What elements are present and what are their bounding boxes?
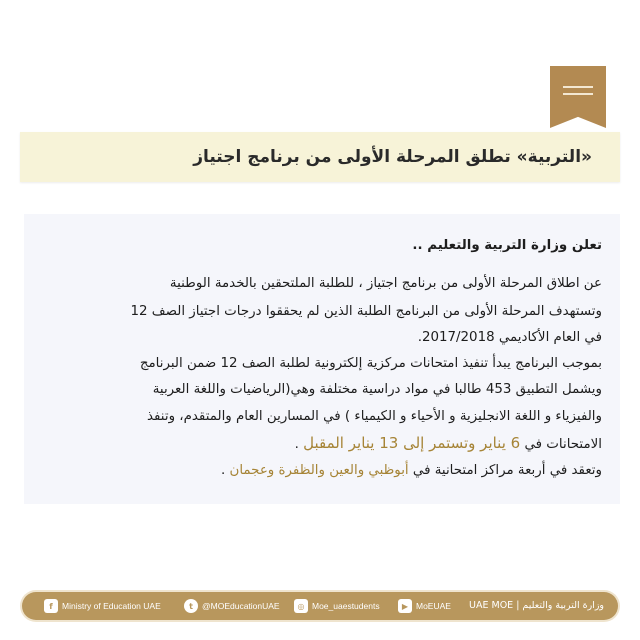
twitter-icon: t (184, 599, 198, 613)
centers-end: . (220, 463, 226, 478)
article-body (24, 214, 620, 504)
paragraph-line: وتستهدف المرحلة الأولى من البرنامج الطلبة الذين لم يحققوا درجات اجتياز الصف 12 (130, 304, 602, 319)
bookmark-icon (550, 66, 606, 128)
youtube-handle: MoEUAE (416, 601, 451, 611)
page-title: «التربية» تطلق المرحلة الأولى من برنامج اجتياز (193, 147, 592, 167)
dates-line (295, 434, 602, 452)
instagram-link[interactable] (294, 596, 380, 616)
title-band (20, 132, 620, 182)
centers-line (221, 463, 602, 478)
exam-centers: أبوظبي والعين والظفرة وعجمان (229, 463, 409, 478)
paragraph-line: ويشمل التطبيق 453 طالبا في مواد دراسية مختلفة وهي(الرياضيات واللغة العربية (152, 382, 602, 397)
instagram-icon: ◎ (294, 599, 308, 613)
dates-end: . (294, 437, 299, 452)
dates-prefix: الامتحانات في (524, 437, 602, 452)
centers-prefix: وتعقد في أربعة مراكز امتحانية في (412, 463, 602, 478)
facebook-icon: f (44, 599, 58, 613)
twitter-link[interactable] (184, 596, 280, 616)
facebook-link[interactable] (44, 596, 161, 616)
exam-dates: 6 يناير وتستمر إلى 13 يناير المقبل (303, 434, 521, 452)
paragraph-line: بموجب البرنامج يبدأ تنفيذ امتحانات مركزية إلكترونية لطلبة الصف 12 ضمن البرنامج (139, 356, 602, 371)
youtube-icon: ▶ (398, 599, 412, 613)
instagram-handle: Moe_uaestudents (312, 601, 380, 611)
paragraph-line: في العام الأكاديمي 2017/2018. (417, 330, 602, 345)
twitter-handle: @MOEducationUAE (202, 601, 280, 611)
intro-line: تعلن وزارة التربية والتعليم .. (412, 238, 602, 253)
ministry-brand: وزارة التربية والتعليم | UAE MOE (469, 600, 604, 611)
social-footer (22, 592, 618, 620)
paragraph-line: والفيزياء و اللغة الانجليزية و الأحياء و الكيمياء ) في المسارين العام والمتقدم، وتنفذ (147, 409, 602, 424)
paragraph-line: عن اطلاق المرحلة الأولى من برنامج اجتياز ، للطلبة الملتحقين بالخدمة الوطنية (169, 276, 602, 291)
facebook-handle: Ministry of Education UAE (62, 601, 161, 611)
youtube-link[interactable] (398, 596, 451, 616)
